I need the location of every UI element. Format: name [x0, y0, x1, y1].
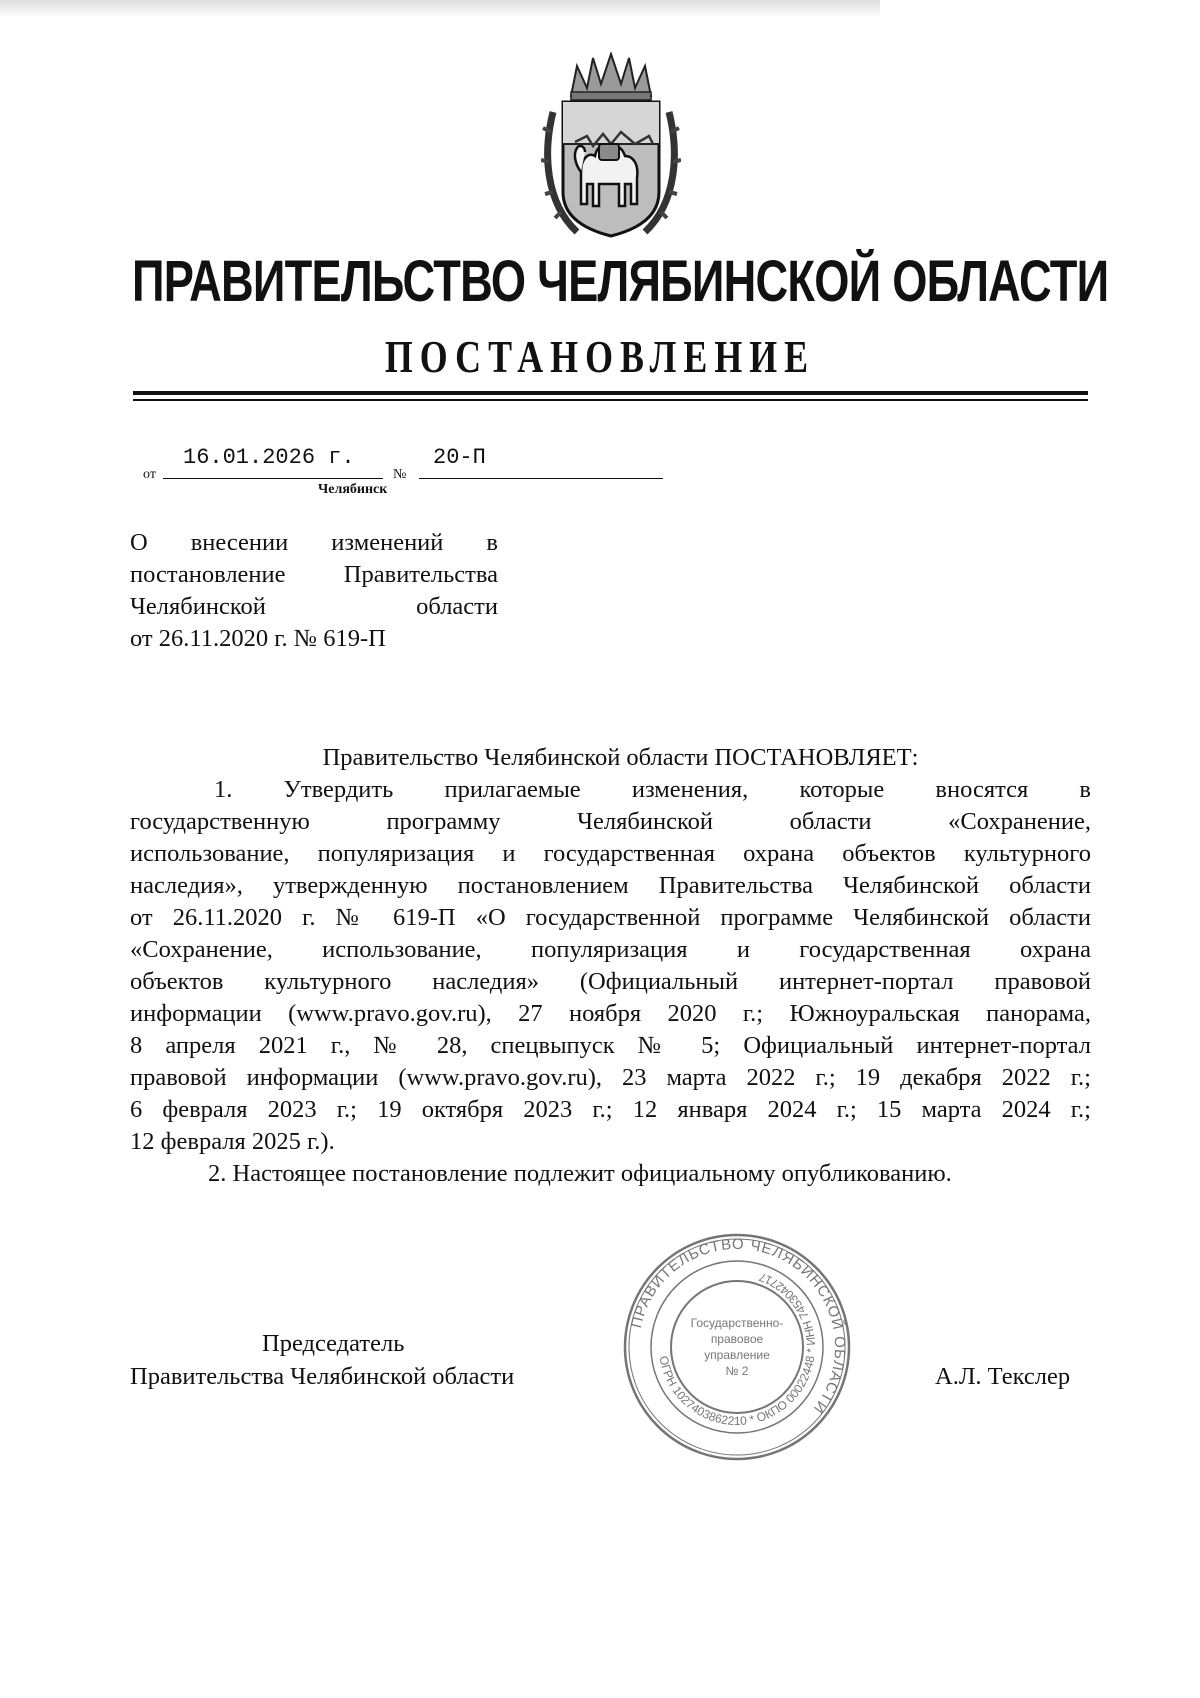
city-name: Челябинск [318, 482, 388, 497]
coat-of-arms-emblem [541, 52, 681, 242]
item1-line: объектов культурного наследия» (Официальный интернет-портал правовой [130, 968, 1091, 995]
seal-center-line: управление [704, 1348, 770, 1362]
signatory-position-line2: Правительства Челябинской области [130, 1363, 515, 1390]
subject-line: Челябинской области [130, 593, 498, 620]
subject-line: О внесении изменений в [130, 529, 498, 556]
document-number: 20-П [433, 445, 486, 470]
date-underline [163, 478, 383, 479]
scan-edge-shadow [0, 0, 880, 18]
document-date: 16.01.2026 г. [183, 445, 355, 470]
document-subject [130, 527, 498, 655]
signatory-name: А.Л. Текслер [935, 1363, 1071, 1390]
document-body [130, 742, 1091, 1190]
seal-center-line: № 2 [725, 1364, 749, 1378]
item1-line: информации (www.pravo.gov.ru), 27 ноября 2020 г.; Южноуральская панорама, [130, 1000, 1091, 1027]
item1-line: от 26.11.2020 г. № 619-П «О государственной программе Челябинской области [130, 904, 1091, 931]
item1-line: 8 апреля 2021 г., № 28, спецвыпуск № 5; Официальный интернет-портал [130, 1032, 1091, 1059]
item1-line: 1. Утвердить прилагаемые изменения, которые вносятся в [214, 776, 1091, 803]
seal-inner-text: ОГРН 1027403862210 * ОКПО 00022448 * ИНН 7453042717 [656, 1269, 819, 1429]
seal-outer-text: ПРАВИТЕЛЬСТВО ЧЕЛЯБИНСКОЙ ОБЛАСТИ [627, 1235, 849, 1418]
item1-line: государственную программу Челябинской области «Сохранение, [130, 808, 1091, 835]
crown-icon [571, 54, 651, 100]
signatory-position-line1: Председатель [262, 1330, 405, 1357]
item1-line: наследия», утвержденную постановлением Правительства Челябинской области [130, 872, 1091, 899]
header-rule-thick [133, 391, 1088, 395]
item2: 2. Настоящее постановление подлежит официальному опубликованию. [208, 1160, 952, 1187]
item1-line: 6 февраля 2023 г.; 19 октября 2023 г.; 12 января 2024 г.; 15 марта 2024 г.; [130, 1096, 1091, 1123]
subject-line: от 26.11.2020 г. № 619-П [130, 625, 386, 652]
item1-line: 12 февраля 2025 г.). [130, 1128, 335, 1155]
organization-title: ПРАВИТЕЛЬСТВО ЧЕЛЯБИНСКОЙ ОБЛАСТИ [132, 249, 1109, 314]
official-seal-stamp [617, 1227, 857, 1467]
seal-center-line: Государственно- [690, 1316, 784, 1330]
subject-line: постановление Правительства [130, 561, 498, 588]
date-number-row [143, 445, 663, 485]
number-prefix: № [393, 467, 407, 482]
item1-line: использование, популяризация и государственная охрана объектов культурного [130, 840, 1091, 867]
document-type-title: ПОСТАНОВЛЕНИЕ [384, 331, 816, 382]
number-underline [419, 478, 663, 479]
header-rule-thin [133, 399, 1088, 401]
seal-center-line: правовое [710, 1332, 764, 1346]
preamble: Правительство Челябинской области ПОСТАНОВЛЯЕТ: [322, 744, 919, 771]
item1-line: «Сохранение, использование, популяризация и государственная охрана [130, 936, 1091, 963]
date-prefix: от [143, 467, 156, 482]
item1-line: правовой информации (www.pravo.gov.ru), 23 марта 2022 г.; 19 декабря 2022 г.; [130, 1064, 1091, 1091]
